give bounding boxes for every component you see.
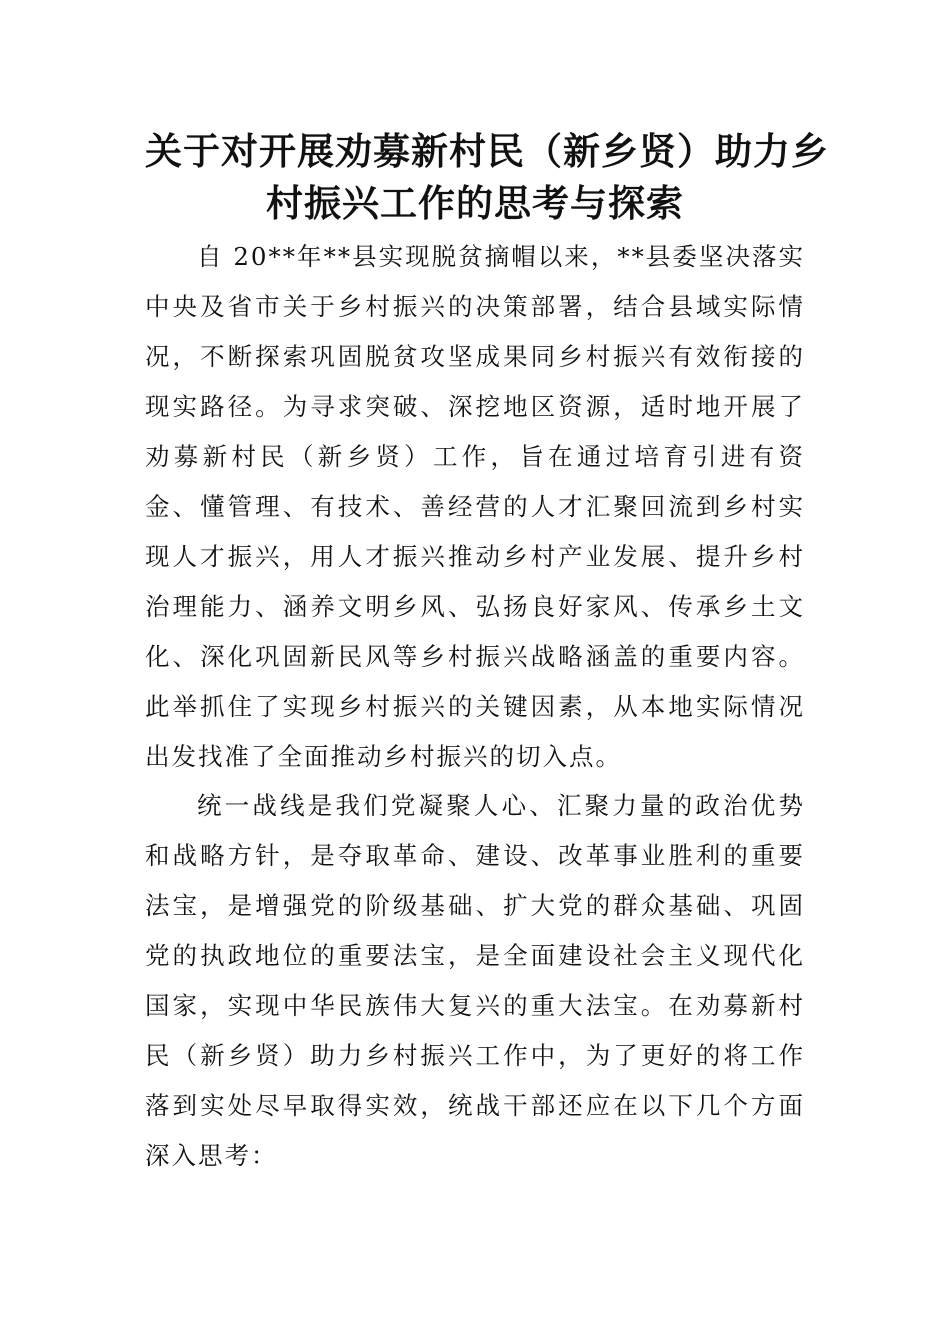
title-line-2: 村振兴工作的思考与探索 — [266, 182, 684, 225]
body-paragraph-1: 自 20**年**县实现脱贫摘帽以来，**县委坚决落实中央及省市关于乡村振兴的决策部署，结合县域实际情况，不断探索巩固脱贫攻坚成果同乡村振兴有效衔接的现实路径。为寻求突破、深挖地区资源，适时地开展了劝募新村民（新乡贤）工作，旨在通过培育引进有资金、懂管理、有技术、善经营的人才汇聚回流到乡村实现人才振兴，用人才振兴推动乡村产业发展、提升乡村治理能力、涵养文明乡风、弘扬良好家风、传承乡土文化、深化巩固新民风等乡村振兴战略涵盖的重要内容。此举抓住了实现乡村振兴的关键因素，从本地实际情况出发找准了全面推动乡村振兴的切入点。 — [145, 242, 805, 771]
document-title — [145, 126, 829, 230]
body-paragraph-2: 统一战线是我们党凝聚人心、汇聚力量的政治优势和战略方针，是夺取革命、建设、改革事业胜利的重要法宝，是增强党的阶级基础、扩大党的群众基础、巩固党的执政地位的重要法宝，是全面建设社会主义现代化国家，实现中华民族伟大复兴的重大法宝。在劝募新村民（新乡贤）助力乡村振兴工作中，为了更好的将工作落到实处尽早取得实效，统战干部还应在以下几个方面深入思考： — [145, 791, 805, 1170]
title-line-1: 关于对开展劝募新村民（新乡贤）助力乡 — [145, 130, 829, 173]
